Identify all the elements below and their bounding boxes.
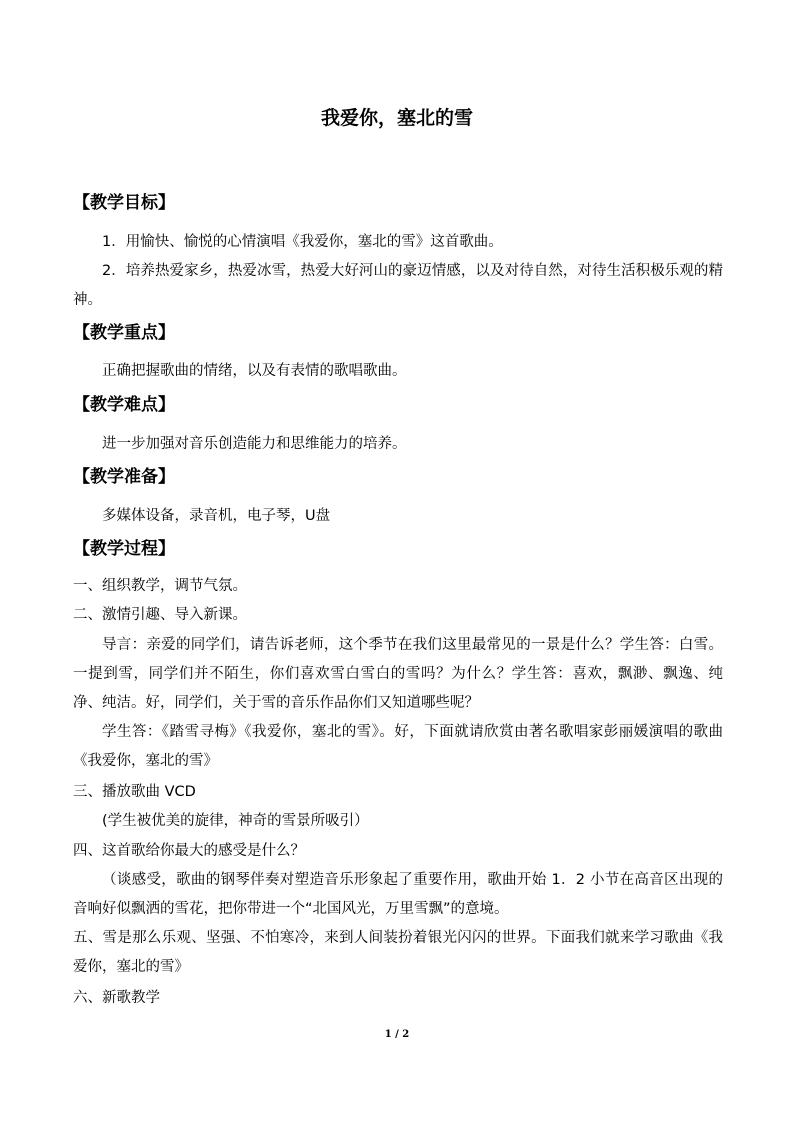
key-points-text: 正确把握歌曲的情绪，以及有表情的歌唱歌曲。: [102, 363, 407, 379]
heading-process: 【教学过程】: [73, 539, 175, 559]
preparation-text: 多媒体设备，录音机，电子琴，U盘: [102, 508, 331, 524]
process-step-4: 四、这首歌给你最大的感受是什么？: [73, 843, 305, 859]
process-step-1: 一、组织教学，调节气氛。: [73, 578, 247, 594]
difficulties-text: 进一步加强对音乐创造能力和思维能力的培养。: [102, 436, 407, 452]
process-answer-paragraph: 学生答：《踏雪寻梅》《我爱你，塞北的雪》。好，下面就请欣赏由著名歌唱家彭丽媛演唱的歌曲《我爱你，塞北的雪》: [73, 724, 723, 769]
heading-teaching-goals: 【教学目标】: [73, 193, 175, 213]
page-number: 1 / 2: [384, 1029, 410, 1040]
process-intro-paragraph: 导言：亲爱的同学们，请告诉老师，这个季节在我们这里最常见的一景是什么？学生答：白雪。一提到雪，同学们并不陌生，你们喜欢雪白雪白的雪吗？为什么？学生答：喜欢，飘渺、飘逸、纯净、纯洁。好，同学们，关于雪的音乐作品你们又知道哪些呢？: [73, 637, 723, 711]
goal-item-2: 2．培养热爱家乡，热爱冰雪，热爱大好河山的豪迈情感，以及对待自然，对待生活积极乐观的精神。: [73, 263, 723, 308]
heading-difficulties: 【教学难点】: [73, 395, 175, 415]
process-step-6: 六、新歌教学: [73, 990, 160, 1006]
heading-key-points: 【教学重点】: [73, 323, 175, 343]
process-step-4-paragraph: （谈感受，歌曲的钢琴伴奏对塑造音乐形象起了重要作用，歌曲开始 1．2 小节在高音区出现的音响好似飘洒的雪花，把你带进一个“北国风光，万里雪飘”的意境。: [73, 872, 723, 917]
process-step-2: 二、激情引趣、导入新课。: [73, 607, 247, 623]
process-step-5-paragraph: 五、雪是那么乐观、坚强、不怕寒冷，来到人间装扮着银光闪闪的世界。下面我们就来学习歌曲《我爱你，塞北的雪》: [73, 930, 723, 975]
heading-preparation: 【教学准备】: [73, 467, 175, 487]
process-step-3-note: (学生被优美的旋律，神奇的雪景所吸引）: [102, 813, 369, 829]
goal-item-1: 1．用愉快、愉悦的心情演唱《我爱你，塞北的雪》这首歌曲。: [102, 234, 503, 250]
document-title: 我爱你，塞北的雪: [320, 107, 473, 129]
process-step-3: 三、播放歌曲 VCD: [73, 784, 196, 800]
